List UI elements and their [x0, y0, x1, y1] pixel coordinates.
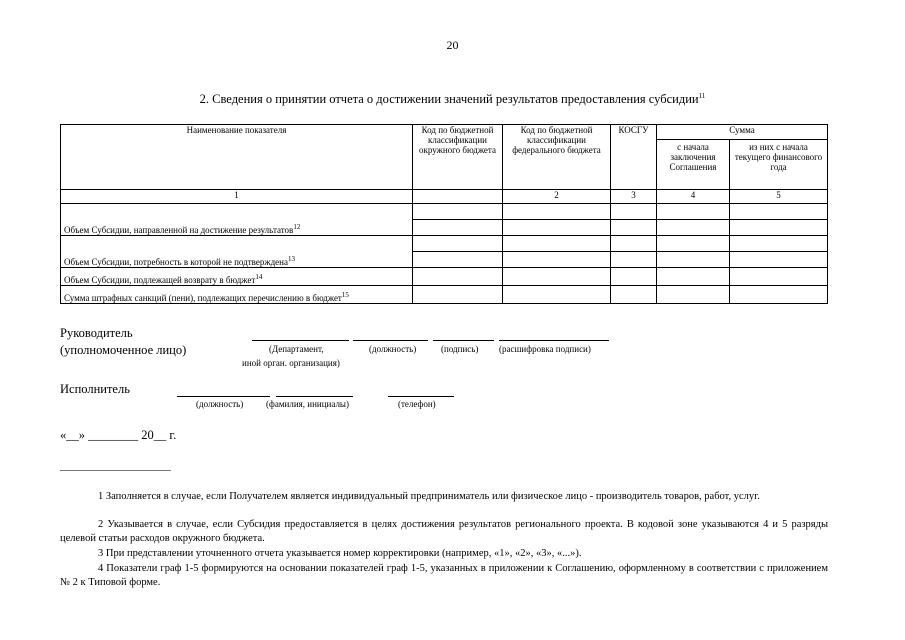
table-cell[interactable] — [503, 252, 611, 268]
table-cell[interactable] — [730, 286, 828, 304]
section-title-footnote-ref: 11 — [698, 91, 706, 100]
table-cell[interactable] — [503, 286, 611, 304]
executor-position-line[interactable] — [177, 396, 270, 397]
header-sum: Сумма — [657, 125, 828, 140]
report-table — [60, 124, 828, 304]
sign-signature-line[interactable] — [433, 340, 494, 341]
row-footnote-ref: 14 — [255, 273, 263, 281]
page-number: 20 — [446, 38, 459, 52]
row-label-text: Объем Субсидии, направленной на достижение результатов — [64, 225, 294, 235]
table-cell[interactable] — [413, 268, 503, 286]
row-label-text: Объем Субсидии, подлежащей возврату в бюджет — [64, 275, 256, 285]
table-cell[interactable] — [611, 236, 657, 252]
header-sum-from-agreement: с начала заключения Соглашения — [657, 140, 730, 190]
table-cell[interactable] — [657, 268, 730, 286]
column-number-5: 5 — [730, 190, 828, 204]
authorized-person-label: (уполномоченное лицо) — [60, 343, 187, 357]
table-cell[interactable] — [503, 204, 611, 220]
row-footnote-ref: 15 — [341, 291, 349, 299]
row-label-text: Объем Субсидии, потребность в которой не подтверждена — [64, 257, 288, 267]
executor-label: Исполнитель — [60, 382, 130, 396]
row-label-subsidy-directed — [61, 204, 413, 236]
position-signature-line[interactable] — [353, 340, 428, 341]
sign-caption: (подпись) — [441, 344, 479, 354]
executor-phone-caption: (телефон) — [398, 399, 436, 409]
table-cell[interactable] — [657, 252, 730, 268]
footnote-1 — [60, 490, 828, 504]
table-cell[interactable] — [730, 220, 828, 236]
footnote-4 — [60, 562, 828, 590]
section-title-text: 2. Сведения о принятии отчета о достижении значений результатов предоставления субсидии — [199, 92, 699, 106]
decode-caption: (расшифровка подписи) — [499, 344, 591, 354]
footnote-text: 2 Указывается в случае, если Субсидия предоставляется в целях достижения результатов регионального проекта. В кодовой зоне указываются 4 и 5 разряды целевой статьи расходов окружного бюджета. — [60, 519, 828, 544]
table-cell[interactable] — [611, 268, 657, 286]
decode-signature-line[interactable] — [499, 340, 609, 341]
table-cell[interactable] — [413, 252, 503, 268]
header-okrug-budget-code: Код по бюджетной классификации окружного бюджета — [413, 125, 503, 190]
row-footnote-ref: 13 — [287, 255, 295, 263]
row-label-penalties — [61, 286, 413, 304]
table-cell[interactable] — [730, 252, 828, 268]
table-cell[interactable] — [730, 236, 828, 252]
column-number-3: 3 — [611, 190, 657, 204]
table-cell[interactable] — [611, 204, 657, 220]
column-number-1: 1 — [61, 190, 413, 204]
table-cell[interactable] — [503, 220, 611, 236]
header-federal-budget-code: Код по бюджетной классификации федерального бюджета — [503, 125, 611, 190]
table-cell[interactable] — [611, 286, 657, 304]
footnote-2 — [60, 518, 828, 546]
table-cell[interactable] — [413, 204, 503, 220]
row-label-subsidy-return — [61, 268, 413, 286]
department-signature-line[interactable] — [252, 340, 349, 341]
table-cell[interactable] — [657, 220, 730, 236]
table-cell[interactable] — [730, 268, 828, 286]
position-caption: (должность) — [369, 344, 417, 354]
footnote-text: 3 При представлении уточненного отчета указывается номер корректировки (например, «1», «2», «3», «...»). — [98, 548, 582, 559]
footnote-3 — [60, 547, 828, 561]
column-number-2: 2 — [503, 190, 611, 204]
column-number-4: 4 — [657, 190, 730, 204]
department-caption: (Департамент, — [269, 344, 324, 354]
row-footnote-ref: 12 — [293, 223, 301, 231]
footnote-text: 1 Заполняется в случае, если Получателем является индивидуальный предприниматель или физическое лицо - производитель товаров, работ, услуг. — [98, 491, 760, 502]
table-cell[interactable] — [503, 236, 611, 252]
department-caption-cont: иной орган. организация) — [242, 358, 340, 368]
table-cell[interactable] — [413, 286, 503, 304]
footnote-separator — [60, 470, 171, 471]
table-cell[interactable] — [657, 286, 730, 304]
row-label-subsidy-unconfirmed — [61, 236, 413, 268]
executor-name-line[interactable] — [276, 396, 353, 397]
head-label: Руководитель — [60, 326, 133, 340]
executor-position-caption: (должность) — [196, 399, 244, 409]
section-title — [0, 92, 905, 107]
column-number-empty — [413, 190, 503, 204]
table-cell[interactable] — [413, 220, 503, 236]
table-cell[interactable] — [611, 252, 657, 268]
date-line[interactable]: «__» ________ 20__ г. — [60, 428, 177, 442]
header-indicator-name: Наименование показателя — [61, 125, 413, 190]
table-cell[interactable] — [657, 204, 730, 220]
table-cell[interactable] — [730, 204, 828, 220]
executor-phone-line[interactable] — [388, 396, 454, 397]
header-kosgu: КОСГУ — [611, 125, 657, 190]
table-cell[interactable] — [503, 268, 611, 286]
table-cell[interactable] — [657, 236, 730, 252]
row-label-text: Сумма штрафных санкций (пени), подлежащих перечислению в бюджет — [64, 293, 342, 303]
executor-name-caption: (фамилия, инициалы) — [266, 399, 349, 409]
header-sum-from-year: из них с начала текущего финансового года — [730, 140, 828, 190]
table-cell[interactable] — [413, 236, 503, 252]
table-cell[interactable] — [611, 220, 657, 236]
footnote-text: 4 Показатели граф 1-5 формируются на основании показателей граф 1-5, указанных в приложении к Соглашению, оформленному в соответствии с приложением № 2 к Типовой форме. — [60, 563, 828, 588]
